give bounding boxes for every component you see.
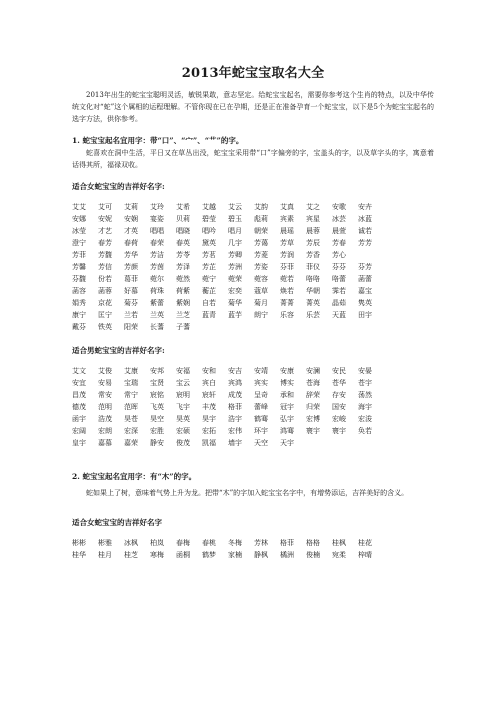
name-item: 芳菲 (72, 251, 86, 259)
name-item: 艾真 (280, 203, 294, 211)
name-item: 宏朗 (98, 427, 112, 435)
name-item: 碧玉 (228, 215, 242, 223)
name-item: 艾越 (202, 203, 216, 211)
name-item: 宏浚 (358, 415, 372, 423)
name-row (72, 321, 434, 333)
name-item: 常安 (98, 391, 112, 399)
name-item: 霁若 (332, 287, 346, 295)
name-item: 嘉荣 (124, 439, 138, 447)
name-item: 芬芬 (332, 263, 346, 271)
name-item: 春桃 (202, 539, 216, 547)
name-item: 宏博 (306, 415, 320, 423)
name-row (72, 273, 434, 285)
name-item: 荡然 (358, 391, 372, 399)
name-item: 苍华 (332, 379, 346, 387)
name-item: 彬彬 (72, 539, 86, 547)
name-item: 宸铭 (150, 391, 164, 399)
name-row (72, 261, 434, 273)
name-item: 黛英 (202, 239, 216, 247)
name-item: 安歌 (332, 203, 346, 211)
name-item: 唱吟 (202, 227, 216, 235)
name-item: 彪莉 (254, 215, 268, 223)
name-item: 宸轩 (202, 391, 216, 399)
name-item: 苍海 (306, 379, 320, 387)
name-item: 碧莹 (202, 215, 216, 223)
name-item: 桂华 (72, 551, 86, 559)
name-item: 娟秀 (72, 299, 86, 307)
name-item: 冰莹 (72, 227, 86, 235)
name-item: 柏岚 (150, 539, 164, 547)
name-row (72, 249, 434, 261)
name-item: 晶茹 (332, 299, 346, 307)
name-item: 归荣 (306, 403, 320, 411)
name-item: 寒梅 (150, 551, 164, 559)
name-item: 唱月 (228, 227, 242, 235)
name-item: 蓝青 (202, 311, 216, 319)
name-item: 桂枫 (332, 539, 346, 547)
name-item: 冬梅 (228, 539, 242, 547)
name-item: 葛菲 (124, 275, 138, 283)
intro-paragraph: 2013年出生的蛇宝宝聪明灵活，敏锐果敢，意志坚定。给蛇宝宝起名，需要你参考这个生肖的特点，以及中华传统文化对“蛇”这个属相的运程理解。不管你现在已在孕期，还是正在准备孕育一个蛇宝宝，以下是5个为蛇宝宝起名的选字方法，供你参考。 (72, 91, 434, 123)
name-item: 芳心 (332, 251, 346, 259)
name-item: 菲仪 (306, 263, 320, 271)
name-item: 寰宇 (306, 427, 320, 435)
name-item: 份若 (98, 275, 112, 283)
name-item: 皇宇 (72, 439, 86, 447)
name-item: 才艺 (98, 227, 112, 235)
name-item: 芳泽 (176, 263, 190, 271)
name-item: 康宁 (72, 311, 86, 319)
name-item: 飞英 (150, 403, 164, 411)
name-item: 子蓍 (176, 323, 190, 331)
name-item: 菀宁 (202, 275, 216, 283)
name-item: 彬雅 (98, 539, 112, 547)
name-item: 兰英 (150, 311, 164, 319)
name-item: 艾可 (98, 203, 112, 211)
name-row (72, 377, 434, 389)
name-item: 芳香 (306, 251, 320, 259)
name-item: 嘉宝 (358, 287, 372, 295)
name-item: 田宇 (358, 311, 372, 319)
name-item: 芳卿 (228, 251, 242, 259)
spacer (72, 499, 434, 517)
name-item: 梓晴 (358, 551, 372, 559)
name-item: 安吉 (228, 367, 242, 375)
name-item: 安民 (332, 367, 346, 375)
name-item: 朗宁 (254, 311, 268, 319)
name-item: 艾莉 (124, 203, 138, 211)
name-item: 长蓍 (150, 323, 164, 331)
name-item: 芬芳 (358, 263, 372, 271)
section1-body: 蛇喜欢在洞中生活，平日又在草丛出没，蛇宝宝采用带“口”字偏旁的字，宝盖头的字，以及草字头的字，寓意着话得其所，福禄双收。 (72, 149, 434, 169)
name-item: 唱唱 (150, 227, 164, 235)
name-item: 冰芸 (332, 215, 346, 223)
section2-heading: 2. 蛇宝宝起名宜用字：有“木”的字。 (72, 472, 197, 481)
name-row (72, 237, 434, 249)
name-item: 荷珠 (150, 287, 164, 295)
name-item: 芳信 (98, 263, 112, 271)
name-item: 春荣 (150, 239, 164, 247)
name-item: 宾星 (306, 215, 320, 223)
name-item: 宏拓 (202, 427, 216, 435)
name-item: 鸿骞 (280, 427, 294, 435)
name-item: 芳馥 (98, 251, 112, 259)
name-item: 宏峻 (332, 415, 346, 423)
name-item: 安娴 (124, 215, 138, 223)
name-item: 昊苍 (124, 415, 138, 423)
name-item: 芳颜 (124, 263, 138, 271)
name-item: 菀尔 (150, 275, 164, 283)
name-item: 宏深 (124, 427, 138, 435)
name-item: 安晏 (358, 367, 372, 375)
name-item: 乐容 (280, 311, 294, 319)
name-item: 范晖 (124, 403, 138, 411)
name-item: 艾俊 (98, 367, 112, 375)
name-item: 艾云 (228, 203, 242, 211)
name-item: 环宇 (254, 427, 268, 435)
name-item: 昊英 (176, 415, 190, 423)
name-row (72, 309, 434, 321)
name-item: 戴芬 (72, 323, 86, 331)
name-item: 芳茵 (150, 263, 164, 271)
name-item: 兰芝 (176, 311, 190, 319)
spacer (72, 529, 434, 537)
name-item: 芳芷 (202, 263, 216, 271)
name-item: 荷紫 (176, 287, 190, 295)
name-item: 函桐 (176, 551, 190, 559)
name-item: 芳草 (280, 239, 294, 247)
name-item: 春芳 (98, 239, 112, 247)
name-item: 芳蔼 (254, 239, 268, 247)
name-item: 宛柔 (332, 551, 346, 559)
name-item: 安邦 (150, 367, 164, 375)
name-item: 宾白 (202, 379, 216, 387)
name-item: 天蓝 (332, 311, 346, 319)
name-item: 昊宇 (202, 415, 216, 423)
name-row (72, 201, 434, 213)
name-item: 墙宇 (228, 439, 242, 447)
name-item: 春荷 (124, 239, 138, 247)
spacer (72, 171, 434, 181)
name-item: 芳菱 (254, 251, 268, 259)
name-item: 菡蓉 (98, 287, 112, 295)
name-item: 嘉慕 (98, 439, 112, 447)
name-item: 安娜 (72, 215, 86, 223)
name-item: 奂若 (358, 427, 372, 435)
name-item: 晨蓉 (306, 227, 320, 235)
name-item: 咯咯 (306, 275, 320, 283)
name-item: 安卉 (358, 203, 372, 211)
name-item: 芳馨 (72, 263, 86, 271)
name-item: 天宇 (280, 439, 294, 447)
name-item: 呈奇 (254, 391, 268, 399)
name-item: 菡蕾 (358, 275, 372, 283)
name-item: 国安 (332, 403, 346, 411)
name-item: 安靖 (254, 367, 268, 375)
name-item: 俊楠 (306, 551, 320, 559)
name-item: 静枫 (254, 551, 268, 559)
name-item: 宏奕 (228, 287, 242, 295)
name-item: 宾实 (254, 379, 268, 387)
name-item: 铁英 (98, 323, 112, 331)
name-item: 宏胜 (150, 427, 164, 435)
name-row (72, 437, 434, 449)
name-item: 宝贤 (150, 379, 164, 387)
name-item: 隽英 (358, 299, 372, 307)
name-item: 鹤骞 (254, 415, 268, 423)
name-item: 晨萱 (332, 227, 346, 235)
name-item: 天空 (254, 439, 268, 447)
name-item: 承和 (280, 391, 294, 399)
name-item: 宝云 (176, 379, 190, 387)
spacer (72, 193, 434, 201)
name-item: 家楠 (228, 551, 242, 559)
name-item: 菀然 (176, 275, 190, 283)
name-item: 格格 (306, 539, 320, 547)
name-item: 菁英 (306, 299, 320, 307)
name-item: 昊空 (150, 415, 164, 423)
name-item: 菁菁 (280, 299, 294, 307)
name-item: 芳茗 (202, 251, 216, 259)
name-item: 唱晓 (176, 227, 190, 235)
name-item: 范明 (98, 403, 112, 411)
name-item: 芳姿 (254, 263, 268, 271)
name-item: 菊华 (228, 299, 242, 307)
spacer (72, 333, 434, 345)
name-item: 菀荣 (228, 275, 242, 283)
name-item: 宏硕 (176, 427, 190, 435)
section1-girls-heading: 适合女蛇宝宝的吉祥好名字: (72, 182, 165, 191)
name-item: 昌茂 (72, 391, 86, 399)
name-item: 艾艾 (72, 203, 86, 211)
name-item: 京花 (98, 299, 112, 307)
name-item: 苍宇 (358, 379, 372, 387)
name-item: 凯福 (202, 439, 216, 447)
name-item: 宾鸿 (228, 379, 242, 387)
name-item: 菊芬 (124, 299, 138, 307)
name-row (72, 285, 434, 297)
name-item: 艾康 (124, 367, 138, 375)
name-item: 冰枫 (124, 539, 138, 547)
section2-girls-names (72, 537, 434, 561)
name-item: 芳洲 (228, 263, 242, 271)
name-item: 贝莉 (176, 215, 190, 223)
name-item: 蓝芋 (228, 311, 242, 319)
name-item: 宏阔 (72, 427, 86, 435)
name-item: 晨瑶 (280, 227, 294, 235)
name-item: 鹤梦 (202, 551, 216, 559)
name-item: 菀容 (254, 275, 268, 283)
name-item: 才英 (124, 227, 138, 235)
name-item: 浩茂 (98, 415, 112, 423)
name-item: 芳华 (124, 251, 138, 259)
name-item: 格菲 (228, 403, 242, 411)
name-item: 芳林 (254, 539, 268, 547)
name-item: 安康 (280, 367, 294, 375)
name-item: 安宜 (72, 379, 86, 387)
name-item: 蘅芷 (202, 287, 216, 295)
name-item: 丰茂 (202, 403, 216, 411)
name-item: 芳辰 (306, 239, 320, 247)
name-item: 艾韵 (254, 203, 268, 211)
name-item: 菀若 (280, 275, 294, 283)
name-item: 辞荣 (306, 391, 320, 399)
spacer (72, 449, 434, 471)
name-item: 静安 (150, 439, 164, 447)
name-item: 宝瑞 (124, 379, 138, 387)
name-item: 常宁 (124, 391, 138, 399)
name-item: 诚若 (358, 227, 372, 235)
name-item: 宾素 (280, 215, 294, 223)
name-item: 焕若 (280, 287, 294, 295)
name-item: 菊月 (254, 299, 268, 307)
name-row (72, 401, 434, 413)
name-item: 芳春 (332, 239, 346, 247)
name-item: 芳润 (280, 251, 294, 259)
document-page (72, 62, 434, 561)
document-title: 2013年蛇宝宝取名大全 (181, 66, 325, 81)
name-item: 冰蓝 (358, 215, 372, 223)
name-item: 桂花 (358, 539, 372, 547)
name-item: 芳洁 (150, 251, 164, 259)
name-item: 兰若 (124, 311, 138, 319)
name-item: 艾希 (176, 203, 190, 211)
name-item: 紫娴 (176, 299, 190, 307)
name-item: 春梅 (176, 539, 190, 547)
name-row (72, 389, 434, 401)
name-item: 艾玲 (150, 203, 164, 211)
name-item: 安和 (202, 367, 216, 375)
section1-heading: 1. 蛇宝宝起名宜用字：带“口”、“宀”、“艹”的字。 (72, 136, 244, 145)
name-item: 蔻草 (254, 287, 268, 295)
name-item: 函宇 (72, 415, 86, 423)
name-item: 寰宇 (332, 427, 346, 435)
section1-boys-names (72, 365, 434, 449)
name-item: 芬馥 (72, 275, 86, 283)
name-item: 芳芳 (358, 239, 372, 247)
name-item: 好慕 (124, 287, 138, 295)
name-item: 几宇 (228, 239, 242, 247)
name-row (72, 549, 434, 561)
name-item: 桂月 (98, 551, 112, 559)
spacer (72, 125, 434, 135)
name-item: 飞宇 (176, 403, 190, 411)
name-item: 浩宇 (228, 415, 242, 423)
name-row (72, 297, 434, 309)
name-item: 宸明 (176, 391, 190, 399)
name-item: 紫蕾 (150, 299, 164, 307)
name-item: 冠宇 (280, 403, 294, 411)
name-item: 存安 (332, 391, 346, 399)
name-item: 弘宇 (280, 415, 294, 423)
name-item: 安妮 (98, 215, 112, 223)
name-item: 德茂 (72, 403, 86, 411)
name-item: 橘洲 (280, 551, 294, 559)
name-row (72, 413, 434, 425)
name-item: 桂芝 (124, 551, 138, 559)
name-item: 澄宁 (72, 239, 86, 247)
name-item: 华朝 (306, 287, 320, 295)
name-item: 博实 (280, 379, 294, 387)
name-row (72, 213, 434, 225)
name-row (72, 425, 434, 437)
name-item: 朝荣 (254, 227, 268, 235)
name-item: 自若 (202, 299, 216, 307)
name-item: 蕾峰 (254, 403, 268, 411)
name-item: 成茂 (228, 391, 242, 399)
name-item: 菡容 (72, 287, 86, 295)
name-item: 宴姿 (150, 215, 164, 223)
section2-girls-heading: 适合女蛇宝宝的吉祥好名字 (72, 518, 162, 527)
spacer (72, 357, 434, 365)
name-item: 乐芸 (306, 311, 320, 319)
name-item: 宏伟 (228, 427, 242, 435)
name-item: 匡宁 (98, 311, 112, 319)
name-item: 春英 (176, 239, 190, 247)
name-row (72, 365, 434, 377)
name-item: 芬菲 (280, 263, 294, 271)
name-item: 俊茂 (176, 439, 190, 447)
name-item: 格菲 (280, 539, 294, 547)
name-item: 海宇 (358, 403, 372, 411)
section2-body: 蛇如果上了树，意味着气势上升为龙。把带“木”的字加入蛇宝宝名字中，有增势添运，吉祥美好的含义。 (86, 489, 409, 497)
name-item: 安澜 (306, 367, 320, 375)
section1-boys-heading: 适合男蛇宝宝的吉祥好名字: (72, 346, 165, 355)
name-item: 芳苓 (176, 251, 190, 259)
name-item: 安福 (176, 367, 190, 375)
name-item: 咯蕾 (332, 275, 346, 283)
name-row (72, 225, 434, 237)
name-row (72, 537, 434, 549)
name-item: 艾之 (306, 203, 320, 211)
section1-girls-names (72, 201, 434, 333)
name-item: 安易 (98, 379, 112, 387)
name-item: 阳荣 (124, 323, 138, 331)
name-item: 艾文 (72, 367, 86, 375)
